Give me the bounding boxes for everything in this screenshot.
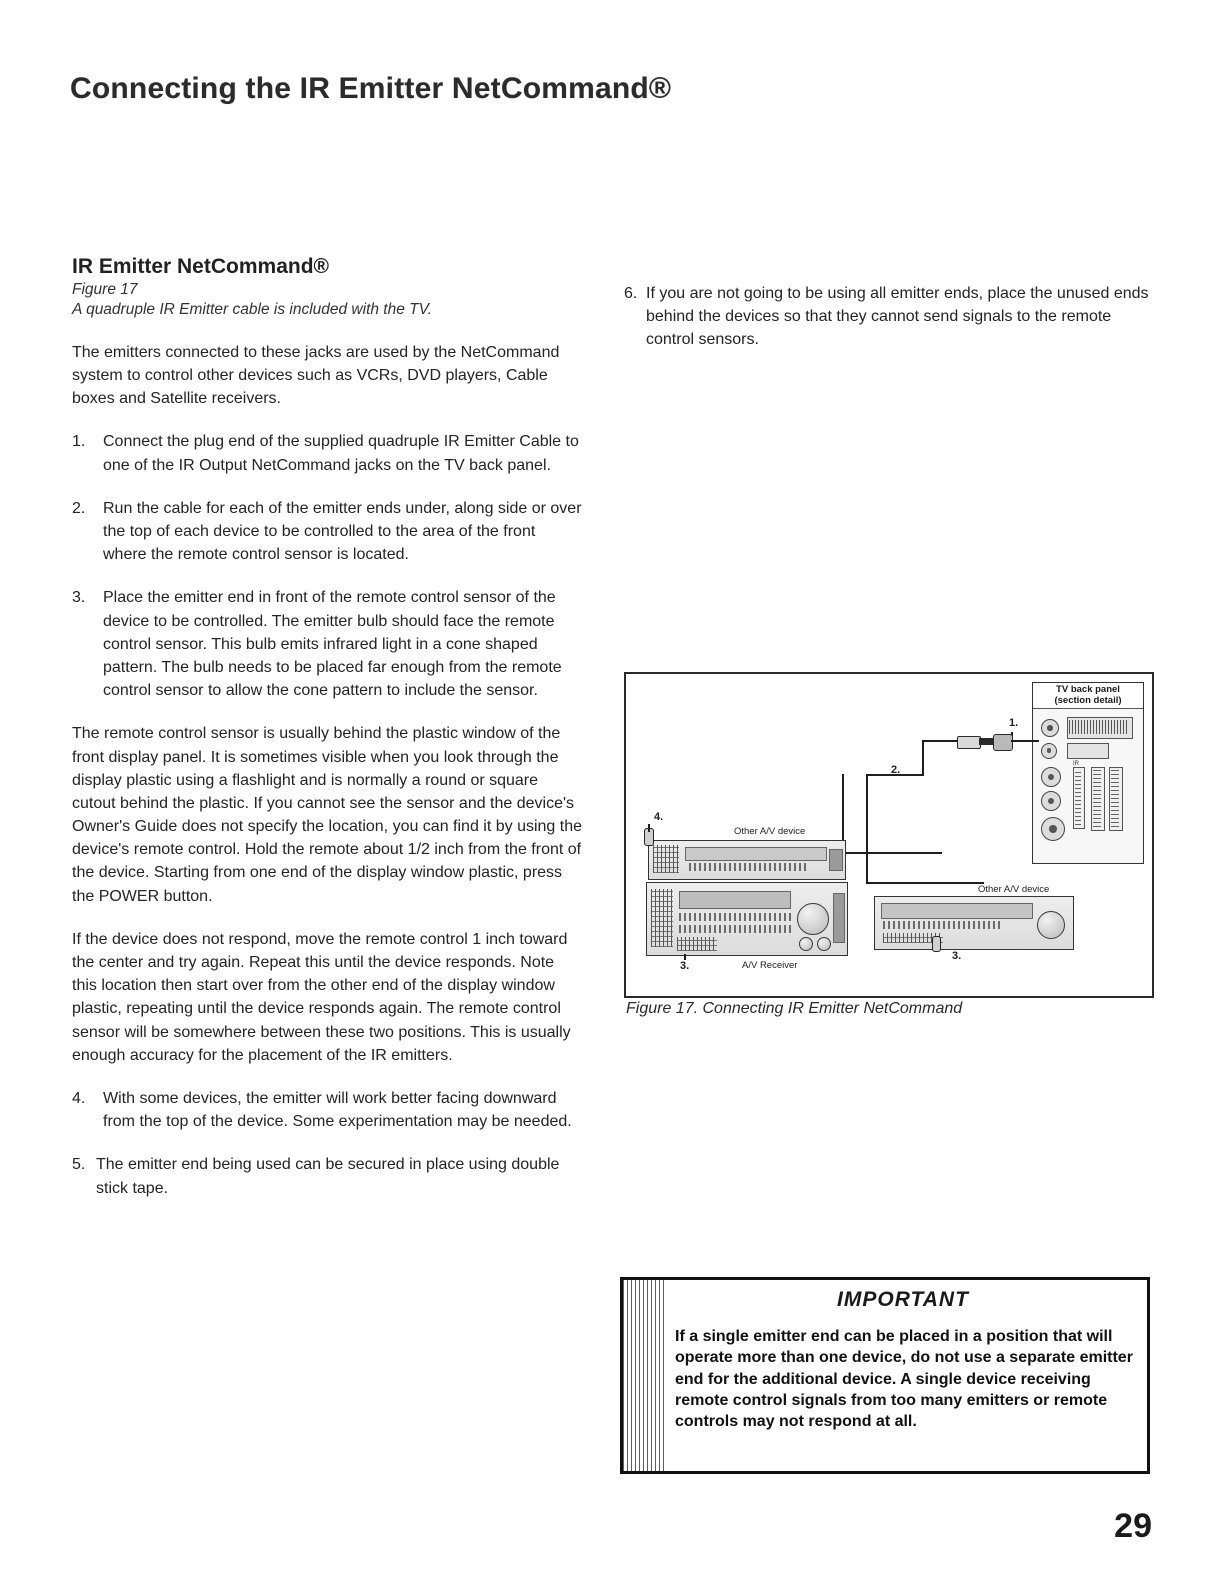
tv-back-panel-body <box>1033 709 1143 849</box>
list-item <box>624 282 1154 352</box>
device-side-panel <box>829 849 843 871</box>
list-item <box>72 1153 582 1199</box>
figure-label: Figure 17 <box>72 281 138 298</box>
jack-circle-icon <box>1041 743 1057 759</box>
important-title: IMPORTANT <box>837 1288 969 1311</box>
step-number: 3. <box>72 589 86 607</box>
step-text: The emitter end being used can be secured in place using double stick tape. <box>96 1156 560 1197</box>
av-receiver-device <box>646 882 848 956</box>
receiver-button-row <box>679 913 791 921</box>
steps-list-2 <box>72 1087 582 1200</box>
av-device-right <box>874 896 1074 950</box>
receiver-display <box>679 891 791 909</box>
receiver-side-panel <box>833 893 845 943</box>
device-button-row <box>689 863 809 871</box>
emitter-bulb-icon <box>932 936 941 952</box>
label-other-av-device-right: Other A/V device <box>978 884 1050 895</box>
step-text: Connect the plug end of the supplied quadruple IR Emitter Cable to one of the IR Output NetCommand jacks on the TV back panel. <box>103 433 579 474</box>
device-vent-texture <box>653 845 679 873</box>
tv-back-panel-title-line1: TV back panel <box>1056 684 1120 695</box>
important-callout-box <box>620 1277 1150 1474</box>
figure-17-diagram <box>624 672 1154 998</box>
list-item <box>72 497 582 567</box>
panel-strip-hatch <box>1093 769 1101 827</box>
cable-wire <box>1011 740 1039 742</box>
cable-wire <box>866 774 868 884</box>
step-text: If you are not going to be using all emitter ends, place the unused ends behind the devices so that they cannot send signals to the remote control sensors. <box>646 285 1149 349</box>
page-number: 29 <box>1114 1507 1152 1545</box>
intro-paragraph: The emitters connected to these jacks are used by the NetCommand system to control other devices such as VCRs, DVD players, Cable boxes and Satellite receivers. <box>72 343 560 408</box>
cable-plug-tip <box>979 738 993 745</box>
jack-circle-icon <box>1041 817 1065 841</box>
step-text: Run the cable for each of the emitter ends under, along side or over the top of each device to be controlled to the area of the front where the remote control sensor is located. <box>103 499 582 564</box>
step-number: 1. <box>72 433 86 451</box>
step-number: 4. <box>72 1089 86 1107</box>
receiver-volume-knob <box>797 903 829 935</box>
label-av-receiver: A/V Receiver <box>742 960 798 971</box>
step-number: 6. <box>624 285 638 302</box>
tv-back-panel-title <box>1033 683 1143 709</box>
panel-strip-hatch <box>1111 769 1119 827</box>
list-item <box>72 1087 582 1133</box>
page-title: Connecting the IR Emitter NetCommand® <box>70 72 672 106</box>
list-item <box>72 586 582 702</box>
panel-strip-hatch <box>1075 769 1081 825</box>
callout-leader-line <box>684 954 686 960</box>
list-item <box>72 430 582 476</box>
device-jog-dial <box>1037 911 1065 939</box>
cable-wire <box>922 740 924 776</box>
callout-2: 2. <box>891 764 901 776</box>
device-vent-texture <box>651 889 673 947</box>
figure-subtitle: A quadruple IR Emitter cable is included with the TV. <box>72 301 433 318</box>
jack-circle-icon <box>1041 767 1061 787</box>
callout-3-left: 3. <box>680 960 690 972</box>
cable-wire <box>922 740 958 742</box>
callout-3-right: 3. <box>952 950 962 962</box>
callout-4: 4. <box>654 811 664 823</box>
paragraph-sensor-location: The remote control sensor is usually behind the plastic window of the front display panel. It is sometimes visible when you look through the display plastic using a flashlight and is normally a round or square cutout behind the plastic. If you cannot see the sensor and the device's Owner's Guide does not specify the location, you can find it by using the device's remote control. Hold the remote about 1/2 inch from the front of the device. Starting from one end of the display window plastic, press the POWER button. <box>72 725 583 905</box>
cable-plug-body <box>957 736 981 749</box>
important-box-texture <box>623 1280 665 1471</box>
device-display-strip <box>685 847 827 861</box>
paragraph-no-response: If the device does not respond, move the remote control 1 inch toward the center and try again. Repeat this until the device responds. Note this location then start over from the other end of the display window plastic, repeating until the device responds again. The remote control sensor will be somewhere between these two positions. This is usually enough accuracy for the placement of the IR emitters. <box>72 930 571 1064</box>
jack-circle-icon <box>1041 791 1061 811</box>
right-column <box>624 282 1154 352</box>
steps-list-1 <box>72 430 582 702</box>
terminal-hatch <box>1069 720 1129 734</box>
step-text: Place the emitter end in front of the remote control sensor of the device to be controlled. The emitter bulb should face the remote control sensor. This bulb emits infrared light in a cone shaped pattern. The bulb needs to be placed far enough from the remote control sensor to allow the cone pattern to include the sensor. <box>103 589 562 700</box>
step-number: 5. <box>72 1156 86 1174</box>
tv-back-panel-title-line2: (section detail) <box>1054 694 1122 706</box>
tv-back-panel-detail <box>1032 682 1144 864</box>
receiver-small-knob <box>817 937 831 951</box>
cable-wire <box>866 882 984 884</box>
device-button-row <box>883 921 1003 929</box>
av-device-top <box>648 840 846 880</box>
important-body-text: If a single emitter end can be placed in a position that will operate more than one device, do not use a separate emitter end for the additional device. A single device receiving remote control signals from too many emitters or remote controls may not respond at all. <box>675 1328 1133 1431</box>
step-text: With some devices, the emitter will work better facing downward from the top of the device. Some experimentation may be needed. <box>103 1089 572 1131</box>
panel-micro-label: IR <box>1073 760 1079 767</box>
jack-circle-icon <box>1041 719 1059 737</box>
step-number: 2. <box>72 499 86 517</box>
receiver-jack-cluster <box>677 937 717 951</box>
receiver-button-row <box>679 925 791 933</box>
terminal-block <box>1067 743 1109 759</box>
left-column <box>72 255 582 1220</box>
cable-connector <box>993 734 1013 751</box>
label-other-av-device-top: Other A/V device <box>734 826 806 837</box>
figure-17-caption: Figure 17. Connecting IR Emitter NetCommand <box>626 1000 963 1017</box>
device-display-strip <box>881 903 1033 919</box>
callout-leader-line <box>648 824 650 832</box>
callout-1: 1. <box>1009 717 1019 729</box>
section-title: IR Emitter NetCommand® <box>72 255 330 278</box>
cable-wire <box>842 852 942 854</box>
receiver-small-knob <box>799 937 813 951</box>
